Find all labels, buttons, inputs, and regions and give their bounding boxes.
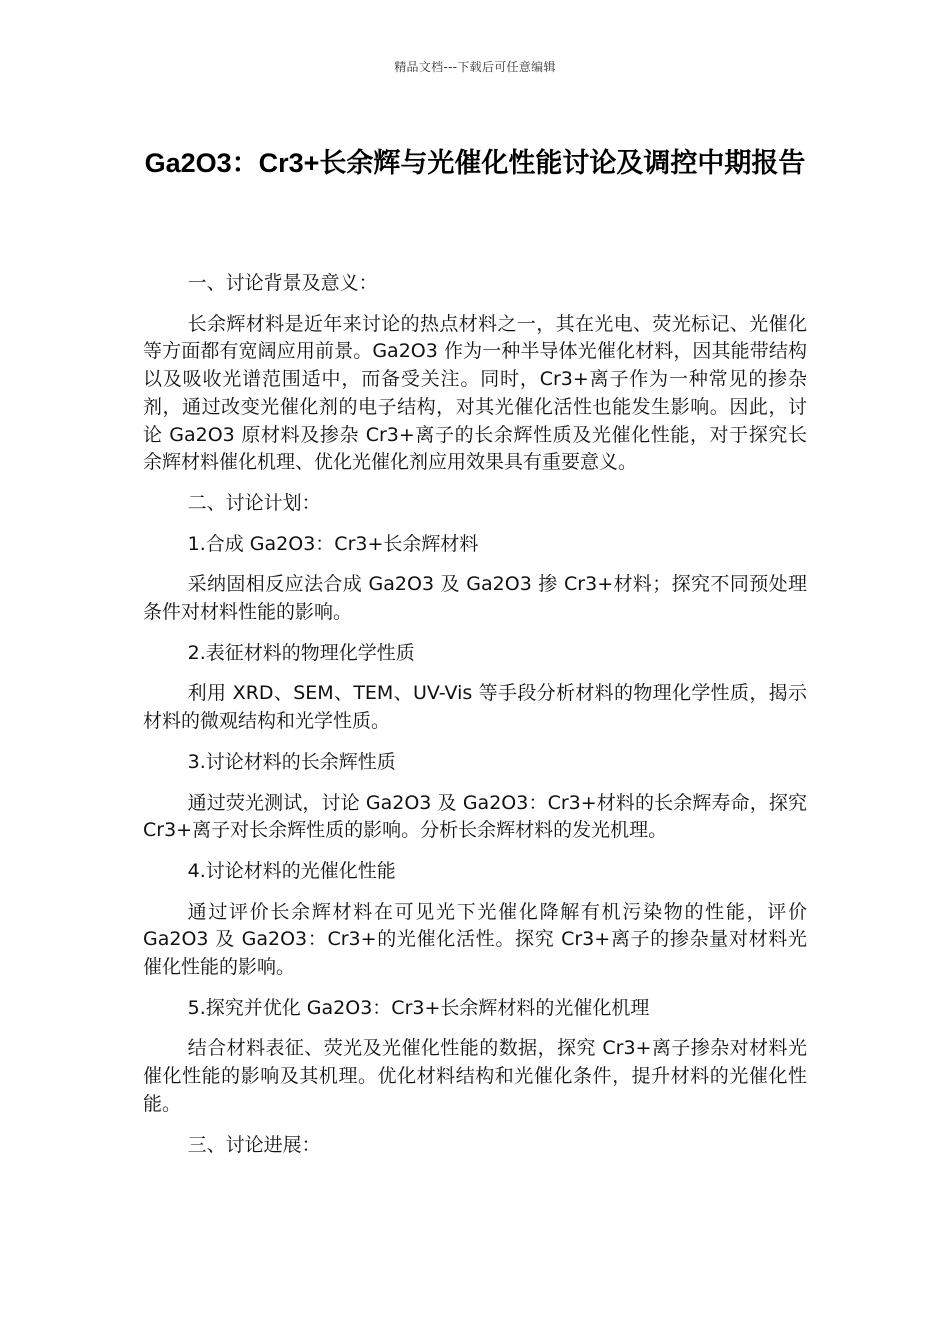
document-body <box>143 270 807 1172</box>
plan-item-4-heading: 4.讨论材料的光催化性能 <box>187 859 396 882</box>
plan-item-2-text: 利用 XRD、SEM、TEM、UV-Vis 等手段分析材料的物理化学性质，揭示材料的微观结构和光学性质。 <box>143 682 807 733</box>
plan-item-3-text: 通过荧光测试，讨论 Ga2O3 及 Ga2O3：Cr3+材料的长余辉寿命，探究 Cr3+离子对长余辉性质的影响。分析长余辉材料的发光机理。 <box>143 791 807 842</box>
plan-item-1-heading: 1.合成 Ga2O3：Cr3+长余辉材料 <box>187 532 479 555</box>
section-heading-progress: 三、讨论进展： <box>187 1133 321 1156</box>
paragraph-background: 长余辉材料是近年来讨论的热点材料之一，其在光电、荧光标记、光催化等方面都有宽阔应用前景。Ga2O3 作为一种半导体光催化材料，因其能带结构以及吸收光谱范围适中，而备受关注。同时，Cr3+离子作为一种常见的掺杂剂，通过改变光催化剂的电子结构，对其光催化活性也能发生影响。因此，讨论 Ga2O3 原材料及掺杂 Cr3+离子的长余辉性质及光催化性能，对于探究长余辉材料催化机理、优化光催化剂应用效果具有重要意义。 <box>143 312 807 474</box>
document-title: Ga2O3：Cr3+长余辉与光催化性能讨论及调控中期报告 <box>144 148 806 178</box>
plan-item-3-heading: 3.讨论材料的长余辉性质 <box>187 750 396 773</box>
plan-item-1-text: 采纳固相反应法合成 Ga2O3 及 Ga2O3 掺 Cr3+材料；探究不同预处理条件对材料性能的影响。 <box>143 573 807 624</box>
plan-item-5-heading: 5.探究并优化 Ga2O3：Cr3+长余辉材料的光催化机理 <box>187 996 650 1019</box>
plan-item-5-text: 结合材料表征、荧光及光催化性能的数据，探究 Cr3+离子掺杂对材料光催化性能的影响及其机理。优化材料结构和光催化条件，提升材料的光催化性能。 <box>143 1037 807 1115</box>
page-header: 精品文档---下载后可任意编辑 <box>394 60 556 74</box>
plan-item-2-heading: 2.表征材料的物理化学性质 <box>187 641 415 664</box>
plan-item-4-text: 通过评价长余辉材料在可见光下光催化降解有机污染物的性能，评价 Ga2O3 及 Ga2O3：Cr3+的光催化活性。探究 Cr3+离子的掺杂量对材料光催化性能的影响。 <box>143 900 807 979</box>
section-heading-plan: 二、讨论计划： <box>187 491 321 514</box>
section-heading-background: 一、讨论背景及意义： <box>187 272 378 294</box>
